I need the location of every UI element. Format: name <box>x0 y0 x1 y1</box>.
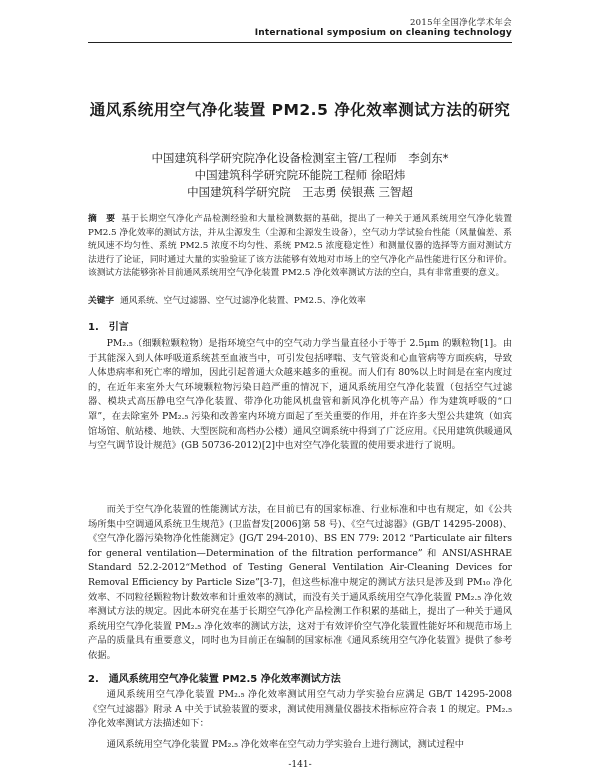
page-number: -141- <box>288 760 312 770</box>
author-block <box>88 150 512 201</box>
author-line: 中国建筑科学研究院 王志勇 侯银燕 三智超 <box>187 185 413 199</box>
keywords <box>88 295 512 308</box>
abstract-text: 基于长期空气净化产品检测经验和大量检测数据的基础，提出了一种关于通风系统用空气净化装置 PM2.5 净化效率的测试方法，并从尘源发生（尘源和尘源发生设备），空气动力学试验台性能（风量偏差、系统风速不均匀性、系统 PM2.5 浓度不均匀性、系统 PM2.5 浓度稳定性）和测量仪器的选择等方面对测试方法进行了论证，同时通过大量的实验验证了该方法能够有效地对市场上的空气净化产品性能进行区分和评价。该测试方法能够弥补目前通风系统用空气净化装置 PM2.5 净化效率测试方法的空白，具有非常重要的意义。 <box>88 214 513 279</box>
abstract-label: 摘 要 <box>88 214 116 224</box>
author-line: 中国建筑科学研究院环能院工程师 徐昭炜 <box>194 168 406 182</box>
section-heading-method: 2. 通风系统用空气净化装置 PM2.5 净化效率测试方法 <box>88 674 341 685</box>
running-header-symposium: International symposium on cleaning technology <box>254 28 512 38</box>
body-paragraph: PM₂.₅（细颗粒颗粒物）是指环境空气中的空气动力学当量直径小于等于 2.5μm 的颗粒物[1]。由于其能深入到人体呼吸道系统甚至血液当中，可引发包括哮喘、支气管炎和心血管病等方面疾病，导致人体患病率和死亡率的增加，因此引起普通大众越来越多的重视。而人们有 80%以上时间是在室内度过的，在近年来室外大气环境颗粒物污染日趋严重的情况下，通风系统用空气净化装置（包括空气过滤器、模块式高压静电空气净化装置、带净化功能风机盘管和新风净化机等产品）作为建筑呼吸的“口罩”，在去除室外 PM₂.₅ 污染和改善室内环境方面起了至关重要的作用，并在许多大型公共建筑（如宾馆场馆、航站楼、地铁、大型医院和高档办公楼）通风空调系统中得到了广泛应用。《民用建筑供暖通风与空气调节设计规范》(GB 50736-2012)[2]中也对空气净化装置的使用要求进行了说明。 <box>88 338 512 452</box>
keywords-label: 关键字 <box>88 296 115 306</box>
header-rule <box>88 42 512 43</box>
abstract <box>88 213 512 281</box>
body-paragraph: 而关于空气净化装置的性能测试方法，在目前已有的国家标准、行业标准和中也有规定，如《公共场所集中空调通风系统卫生规范》(卫监督发[2006]第 58 号)、《空气过滤器》(GB/T 14295-2008)、《空气净化器污染物净化性能测定》(JG/T 294-2010)、BS EN 779: 2012 “Particulate air filters for general ventilation—Determination of the filtration performance” 和 ANSI/ASHRAE Standard 52.2-2012“Method of Testing General Ventilation Air-Cleaning Devices for Removal Efficiency by Particle Size”[3-7]，但这些标准中规定的测试方法只是涉及到 PM₁₀ 净化效率、不同粒径颗粒物计数效率和计重效率的测试，而没有关于通风系统用空气净化装置 PM₂.₅ 净化效率测试方法的规定。因此本研究在基于长期空气净化产品检测工作积累的基础上，提出了一种关于通风系统用空气净化装置 PM₂.₅ 净化效率的测试方法，这对于有效评价空气净化装置性能好坏和规范市场上产品的质量具有重要意义，同时也为目前正在编制的国家标准《通风系统用空气净化装置》提供了参考依据。 <box>88 504 512 661</box>
paper-title: 通风系统用空气净化装置 PM2.5 净化效率测试方法的研究 <box>89 101 511 119</box>
keywords-text: 通风系统、空气过滤器、空气过滤净化装置、PM2.5、净化效率 <box>120 296 366 306</box>
body-paragraph: 通风系统用空气净化装置 PM₂.₅ 净化效率在空气动力学实验台上进行测试，测试过程中 <box>106 739 465 750</box>
body-paragraph: 通风系统用空气净化装置 PM₂.₅ 净化效率测试用空气动力学实验台应满足 GB/T 14295-2008《空气过滤器》附录 A 中关于试验装置的要求，测试使用测量仪器技术指标应符合表 1 的规定。PM₂.₅ 净化效率测试方法描述如下： <box>88 689 512 730</box>
section-heading-introduction: 1. 引言 <box>88 322 129 333</box>
running-header-conference: 2015年全国净化学术年会 <box>409 18 512 28</box>
author-line: 中国建筑科学研究院净化设备检测室主管/工程师 李剑东* <box>151 151 449 165</box>
